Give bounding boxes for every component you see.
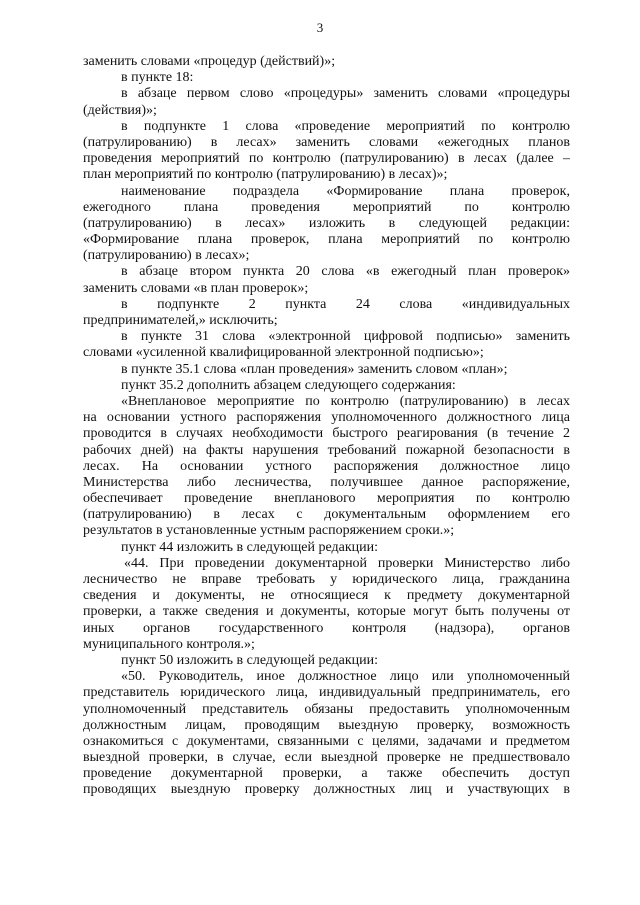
text-line: проведения мероприятий по контролю (патрулированию) в лесах (далее –	[83, 151, 570, 167]
text-line: пункт 35.2 дополнить абзацем следующего содержания:	[121, 377, 456, 393]
page-number: 3	[316, 20, 324, 35]
text-line: (патрулированию) в лесах» изложить в следующей редакции:	[83, 215, 570, 231]
text-line: «50. Руководитель, иное должностное лицо или уполномоченный	[121, 669, 570, 685]
text-line: (патрулированию) в лесах» заменить словами «ежегодных планов	[83, 134, 570, 150]
text-line: в пункте 35.1 слова «план проведения» заменить словом «план»;	[121, 361, 508, 377]
text-line: «44. При проведении документарной проверки Министерство либо	[124, 555, 570, 571]
text-line: проверки, а также сведения и документы, которые могут быть получены от	[83, 604, 570, 620]
text-line: план мероприятий по контролю (патрулированию) в лесах)»;	[83, 167, 448, 183]
text-line: (патрулированию) в лесах»;	[83, 248, 250, 264]
text-line: выездной проверки, в случае, если выездной проверке не предшествовало	[83, 750, 570, 766]
text-line: пункт 50 изложить в следующей редакции:	[121, 652, 378, 668]
text-line: на основании устного распоряжения уполномоченного должностного лица	[83, 410, 570, 426]
text-line: наименование подраздела «Формирование плана проверок,	[121, 183, 570, 199]
text-line: обеспечивает проведение внепланового мероприятия по контролю	[83, 491, 570, 507]
text-line: уполномоченный представитель обязаны предоставить уполномоченным	[83, 701, 570, 717]
document-body	[83, 54, 570, 799]
text-line: предпринимателей,» исключить;	[83, 313, 278, 328]
text-line: в абзаце первом слово «процедуры» заменить словами «процедуры	[121, 86, 570, 102]
text-line: (действия)»;	[83, 102, 157, 118]
text-line: результатов в установленные устным распоряжением сроки.»;	[83, 523, 455, 539]
text-line: «Внеплановое мероприятие по контролю (патрулированию) в лесах	[121, 393, 570, 409]
text-line: рабочих дней) на факты нарушения требований пожарной безопасности в	[83, 442, 570, 458]
text-line: ежегодного плана проведения мероприятий по контролю	[83, 199, 570, 215]
text-line: в подпункте 1 слова «проведение мероприятий по контролю	[121, 118, 570, 134]
text-line: в пункте 18:	[121, 70, 194, 86]
text-line: должностным лицам, проводящим выездную проверку, возможность	[83, 717, 570, 733]
text-line: в пункте 31 слова «электронной цифровой подписью» заменить	[121, 329, 570, 345]
text-line: иных органов государственного контроля (надзора), органов	[83, 620, 570, 636]
text-line: заменить словами «в план проверок»;	[83, 280, 309, 296]
text-line: сведения и документы, не относящиеся к предмету документарной	[83, 588, 570, 604]
text-line: лесничество не вправе требовать у юридического лица, гражданина	[83, 572, 570, 587]
text-line: «Формирование плана проверок, плана мероприятий по контролю	[83, 232, 570, 248]
text-line: словами «усиленной квалифицированной электронной подписью»;	[83, 345, 484, 361]
text-line: Министерства либо лесничества, получившее данное распоряжение,	[83, 474, 570, 490]
text-line: в абзаце втором пункта 20 слова «в ежегодный план проверок»	[121, 264, 570, 280]
text-line: заменить словами «процедур (действий)»;	[83, 54, 336, 69]
text-line: проведение документарной проверки, а также обеспечить доступ	[83, 766, 570, 782]
text-line: пункт 44 изложить в следующей редакции:	[121, 539, 378, 555]
text-line: лесах. На основании устного распоряжения должностное лицо	[83, 458, 570, 474]
text-line: проводящих выездную проверку должностных лиц и участвующих в	[83, 782, 570, 798]
text-line: представитель юридического лица, индивидуальный предприниматель, его	[83, 685, 570, 701]
text-line: муниципального контроля.»;	[83, 636, 255, 652]
text-line: ознакомиться с документами, связанными с целями, задачами и предметом	[83, 733, 570, 749]
text-line: (патрулированию) в лесах с документальным оформлением его	[83, 507, 570, 523]
text-line: в подпункте 2 пункта 24 слова «индивидуальных	[121, 296, 570, 312]
text-line: проводится в случаях необходимости быстрого реагирования (в течение 2	[83, 426, 570, 442]
